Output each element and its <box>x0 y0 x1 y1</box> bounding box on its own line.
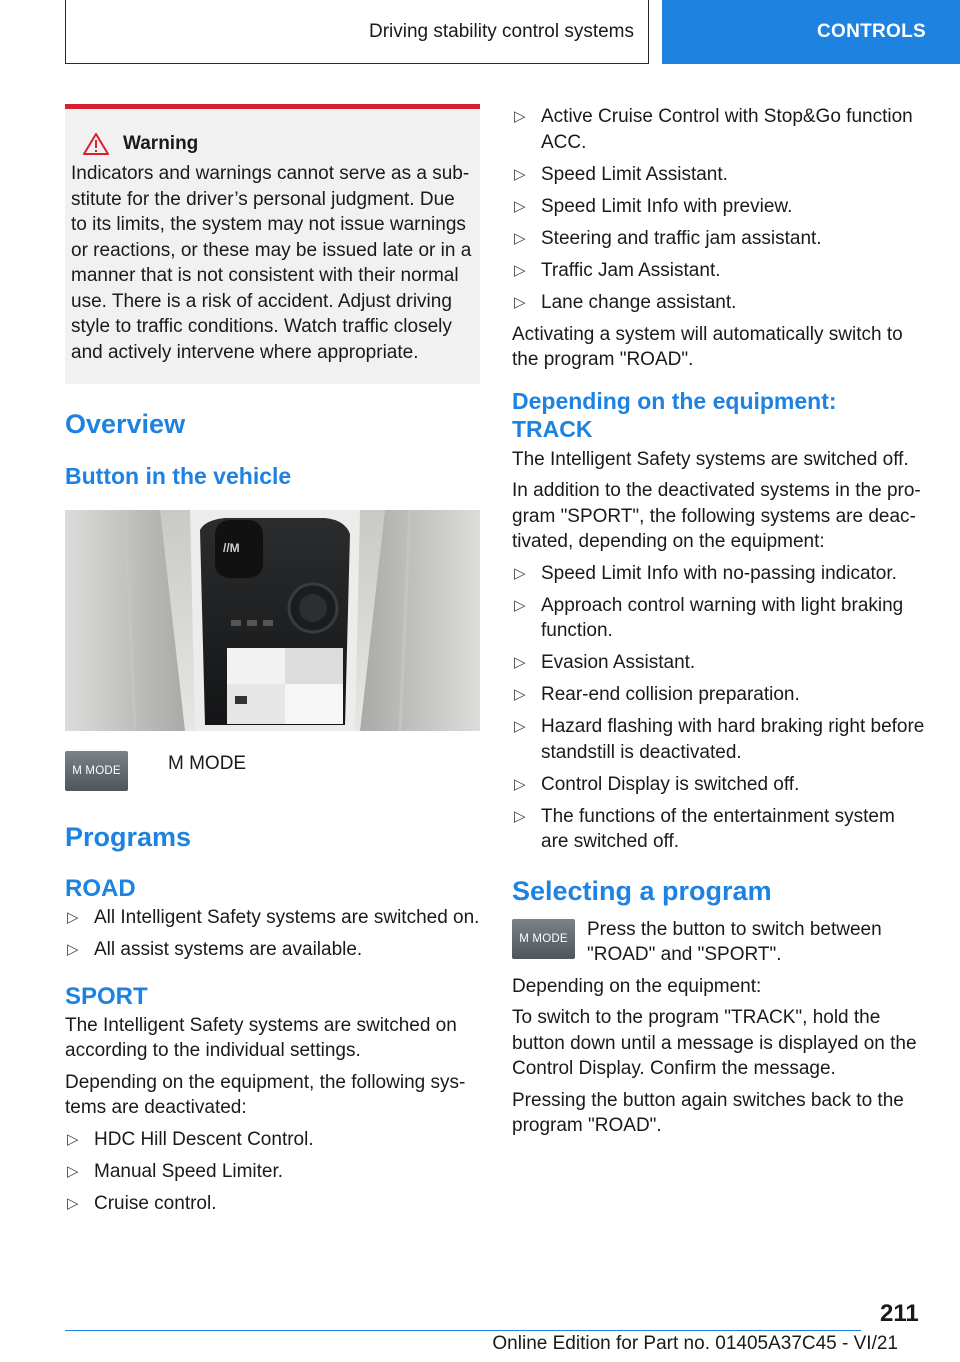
track-heading: Depending on the equipment: TRACK <box>512 387 837 442</box>
programs-heading: Programs <box>65 822 192 852</box>
selecting-text: Control Display. Confirm the message. <box>512 1058 836 1079</box>
bullet-triangle-icon: ▷ <box>67 1194 79 1212</box>
warning-line: use. There is a risk of accident. Adjust driving <box>71 290 452 312</box>
track-text: gram "SPORT", the following systems are deac- <box>512 505 916 527</box>
bullet-triangle-icon: ▷ <box>514 293 526 311</box>
warning-heading <box>83 133 472 155</box>
button-in-vehicle-heading: Button in the vehicle <box>65 463 292 489</box>
bullet-triangle-icon: ▷ <box>514 686 526 703</box>
selecting-text: Depending on the equipment: <box>512 975 762 997</box>
m-mode-legend <box>65 751 480 791</box>
selecting-text: Pressing the button again switches back to the <box>512 1089 904 1111</box>
left-column <box>65 104 480 1223</box>
bullet-triangle-icon: ▷ <box>514 718 526 735</box>
bullet-triangle-icon: ▷ <box>514 229 526 247</box>
warning-line: and actively intervene where appropriate. <box>71 341 419 363</box>
overview-heading: Overview <box>65 409 186 439</box>
list-item: ▷ Cruise control. <box>65 1191 480 1217</box>
list-item: ▷ Approach control warning with light braking function. <box>514 594 904 641</box>
road-heading: ROAD <box>65 875 136 902</box>
sport-text: Depending on the equipment, the following sys- <box>65 1071 466 1093</box>
list-item: ▷ All Intelligent Safety systems are switched on. <box>65 905 480 931</box>
list-item: ▷ The functions of the entertainment system are switched off. <box>514 805 895 852</box>
right-column <box>512 104 926 1139</box>
m-mode-press-instruction <box>512 917 926 968</box>
warning-line: manner that is not consistent with their normal <box>71 265 459 286</box>
sport-text: according to the individual settings. <box>65 1040 361 1061</box>
road-switch-note: the program "ROAD". <box>512 349 694 370</box>
list-item: ▷ Lane change assistant. <box>512 290 926 316</box>
list-item: ▷ Hazard flashing with hard braking right before standstill is deactivated. <box>514 716 925 763</box>
center-console-image <box>65 510 480 731</box>
list-item: ▷ Steering and traffic jam assistant. <box>512 226 926 252</box>
list-item: ▷ Speed Limit Info with preview. <box>512 194 926 220</box>
m-mode-label: M MODE <box>168 753 247 774</box>
bullet-triangle-icon: ▷ <box>67 1162 79 1180</box>
warning-line: Indicators and warnings cannot serve as a sub- <box>71 163 470 184</box>
sport-text: tems are deactivated: <box>65 1097 247 1118</box>
press-text: "ROAD" and "SPORT". <box>587 944 782 965</box>
m-mode-button-icon: M MODE <box>65 751 128 791</box>
road-switch-note: Activating a system will automatically switch to <box>512 323 903 345</box>
edition-note: Online Edition for Part no. 01405A37C45 - VI/21 <box>492 1333 898 1354</box>
sport-heading: SPORT <box>65 982 148 1010</box>
bullet-triangle-icon: ▷ <box>514 197 526 215</box>
list-item: ▷ HDC Hill Descent Control. <box>65 1127 480 1153</box>
list-item: ▷ Manual Speed Limiter. <box>65 1159 480 1185</box>
page-number: 211 <box>880 1300 919 1327</box>
list-item: ▷ Rear-end collision preparation. <box>512 682 926 708</box>
footer-divider <box>65 1330 861 1331</box>
warning-line: style to traffic conditions. Watch traffic closely <box>71 316 452 337</box>
bullet-triangle-icon: ▷ <box>67 1130 79 1148</box>
list-item: ▷ Evasion Assistant. <box>512 650 926 676</box>
warning-line: to its limits, the system may not issue warnings <box>71 214 466 235</box>
bullet-triangle-icon: ▷ <box>514 108 526 125</box>
selecting-text: button down until a message is displayed on the <box>512 1032 917 1054</box>
warning-line: or reactions, or these may be issued late or in a <box>71 239 472 261</box>
section-title: Driving stability control systems <box>65 0 649 64</box>
selecting-text: To switch to the program "TRACK", hold the <box>512 1007 881 1028</box>
list-item: ▷ Speed Limit Assistant. <box>512 162 926 188</box>
bullet-triangle-icon: ▷ <box>514 775 526 793</box>
svg-text://M: //M <box>223 541 240 555</box>
list-item: ▷ All assist systems are available. <box>65 937 480 963</box>
bullet-triangle-icon: ▷ <box>514 596 526 614</box>
selecting-program-heading: Selecting a program <box>512 875 772 906</box>
warning-title: Warning <box>123 133 199 154</box>
vehicle-console-photo <box>65 510 480 731</box>
chapter-title: CONTROLS <box>662 0 960 64</box>
track-text: In addition to the deactivated systems in the pro- <box>512 480 921 501</box>
warning-line: stitute for the driver’s personal judgment. Due <box>71 188 455 210</box>
sport-bullets <box>65 1127 480 1217</box>
press-text: Press the button to switch between <box>587 918 882 940</box>
track-bullets <box>512 561 926 855</box>
sport-bullets-continued <box>512 104 926 315</box>
bullet-triangle-icon: ▷ <box>514 165 526 183</box>
sport-text: The Intelligent Safety systems are switched on <box>65 1014 457 1036</box>
track-text: tivated, depending on the equipment: <box>512 531 825 552</box>
page-header <box>0 0 960 66</box>
bullet-triangle-icon: ▷ <box>514 261 526 279</box>
warning-box <box>65 104 480 384</box>
bullet-triangle-icon: ▷ <box>514 807 526 825</box>
list-item: ▷ Traffic Jam Assistant. <box>512 258 926 284</box>
bullet-triangle-icon: ▷ <box>514 564 526 582</box>
list-item: ▷ Active Cruise Control with Stop&Go function ACC. <box>514 106 913 153</box>
m-mode-button-icon: M MODE <box>512 919 575 959</box>
bullet-triangle-icon: ▷ <box>67 941 79 958</box>
warning-triangle-icon <box>83 133 109 155</box>
selecting-text: program "ROAD". <box>512 1115 662 1136</box>
bullet-triangle-icon: ▷ <box>514 654 526 671</box>
list-item: ▷ Speed Limit Info with no-passing indicator. <box>512 561 926 587</box>
list-item: ▷ Control Display is switched off. <box>512 772 926 798</box>
bullet-triangle-icon: ▷ <box>67 909 79 926</box>
road-bullets <box>65 905 480 963</box>
track-text: The Intelligent Safety systems are switched off. <box>512 448 909 470</box>
